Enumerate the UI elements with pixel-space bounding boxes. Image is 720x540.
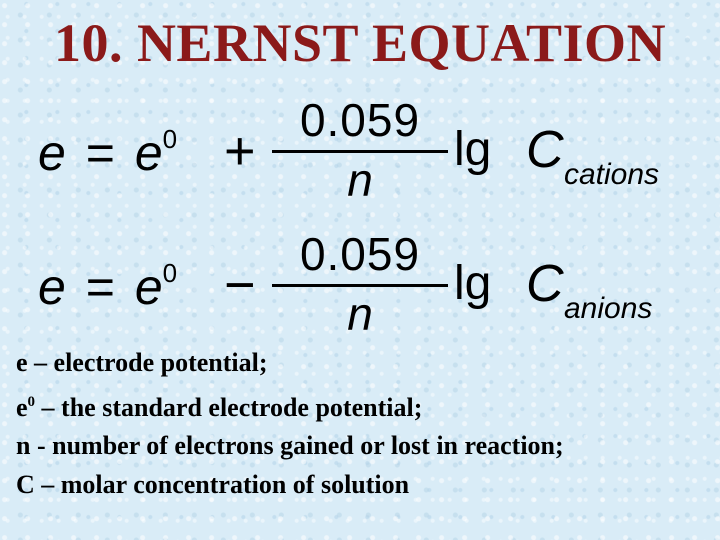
formula-lhs (38, 258, 177, 316)
legend-line-standard-potential (16, 383, 716, 428)
legend-line-electrode-potential: e – electrode potential; (16, 348, 268, 377)
concentration-subscript: anions (564, 292, 653, 325)
fraction-numerator: 0.059 (299, 228, 421, 280)
log-operator: lg (454, 257, 492, 310)
standard-potential-symbol (135, 125, 177, 181)
legend-line-concentration: C – molar concentration of solution (16, 469, 410, 499)
fraction-denominator: n (347, 288, 373, 340)
symbol-legend (16, 344, 716, 504)
concentration-symbol: C (526, 255, 564, 313)
nernst-equation-anions (38, 230, 708, 350)
nernst-equation-cations (38, 96, 708, 216)
legend-e0-description: – the standard electrode potential; (35, 392, 423, 422)
legend-line-electron-number: n - number of electrons gained or lost in reaction; (16, 431, 564, 460)
concentration-subscript: cations (564, 158, 660, 191)
standard-potential-superscript: 0 (162, 124, 178, 154)
potential-symbol: e (38, 125, 66, 181)
potential-symbol: e (38, 259, 66, 315)
standard-potential-superscript: 0 (162, 258, 178, 288)
standard-potential-base: e (134, 125, 163, 181)
fraction (270, 94, 450, 207)
standard-potential-base: e (134, 259, 163, 315)
legend-e0-base: e (16, 392, 28, 422)
fraction-denominator: n (347, 154, 373, 206)
equals-sign: = (85, 259, 115, 315)
fraction-numerator: 0.059 (299, 94, 421, 146)
standard-potential-symbol (135, 259, 177, 315)
fraction (270, 228, 450, 341)
plus-sign: + (224, 121, 256, 181)
slide-title: 10. NERNST EQUATION (53, 13, 667, 73)
log-operator: lg (454, 123, 492, 176)
equals-sign: = (85, 125, 115, 181)
legend-e0-superscript: 0 (27, 393, 36, 410)
formula-lhs (38, 124, 177, 182)
minus-sign: − (224, 255, 256, 315)
concentration-symbol: C (526, 121, 564, 179)
